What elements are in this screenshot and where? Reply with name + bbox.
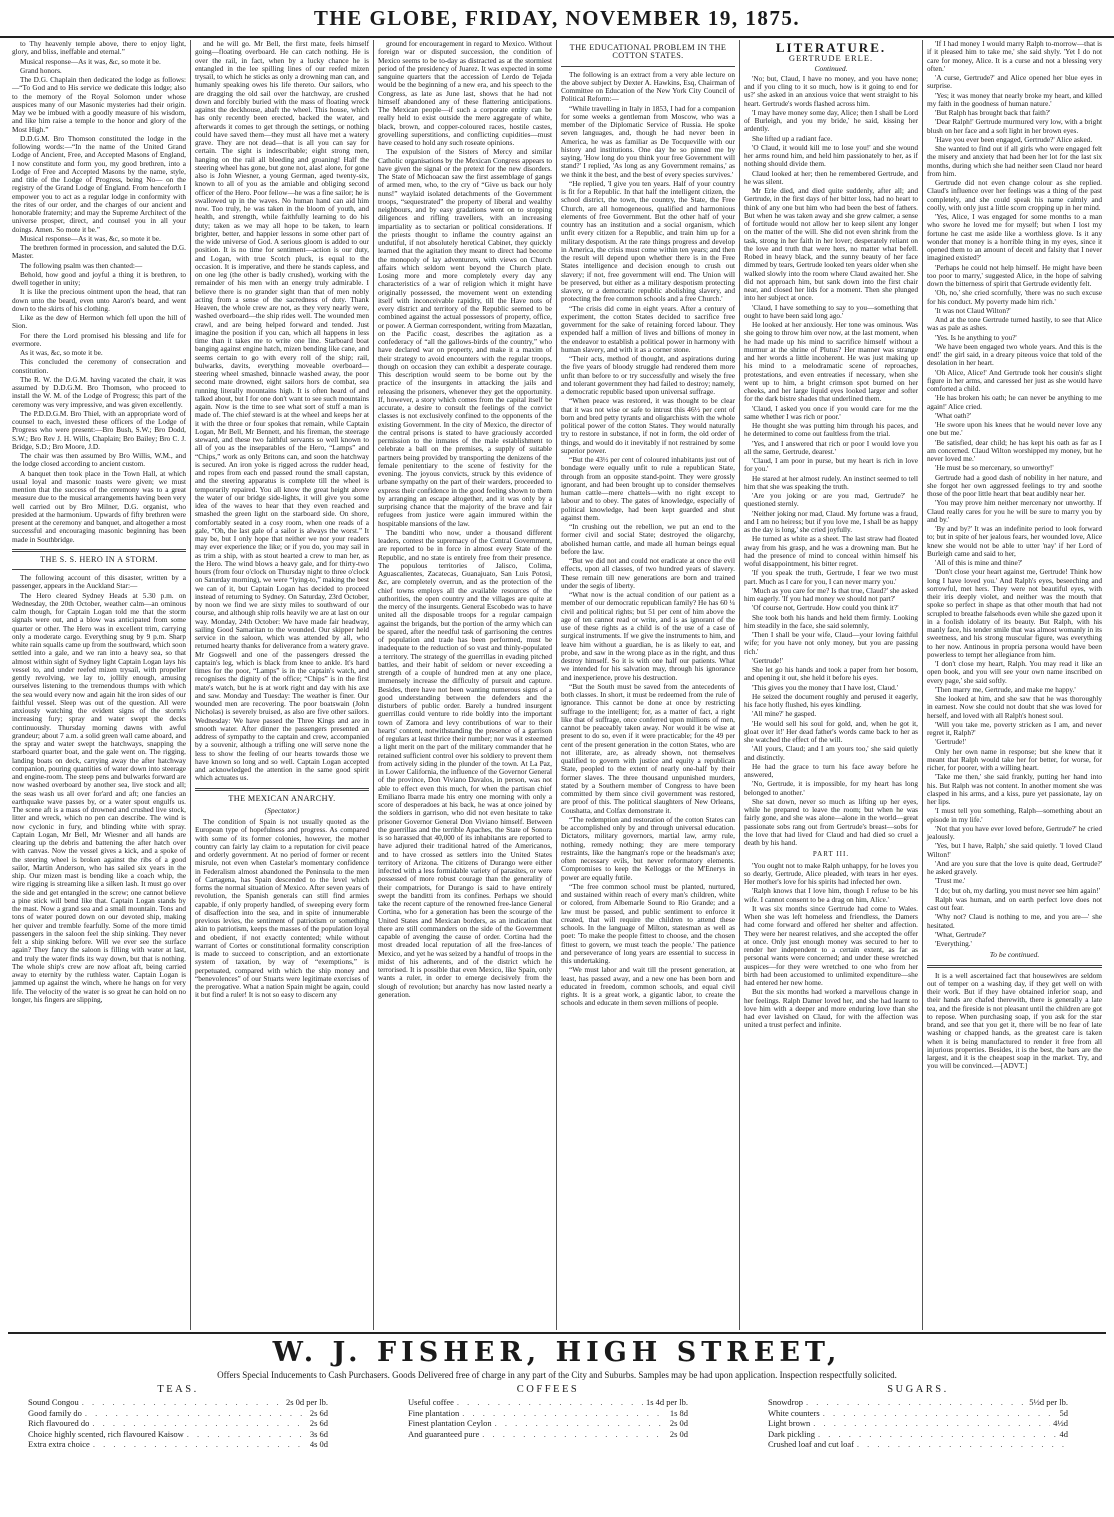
- leader-dots: [818, 1429, 1057, 1440]
- paragraph: The expulsion of the Sisters of Mercy and similar Catholic organisations by the Mexican Congress appears to have given the signal or the pretext for the new disorders. The State of Michoacan saw the first assemblage of gangs of armed men, who, to the cry of “Give us back our holy nuns!” waylaid isolated detachments of the Government troops, “sequestrated” the property of liberal and wealthy neighbours, and by easy gradations went on to stopping diligences and rifling travellers, with an increasing impartiality as to sectarian or political considerations. If the priests thought to inflame the country against an undutiful, if not absolutely heretical Cabinet, they quickly learned that the agitation they meant to direct had become the monopoly of lay adventurers, with views on Church affairs which seldom went beyond the Church plate. Losing more and more completely every day any characteristics of a war of religion which it might have originally possessed, the movement went on extending itself with inconceivable rapidity, till the Have nots of every district and territory of the Republic seemed to be combined against the actual possessors of property, office, or power. A German correspondent, writing from Mazatlan, on the Pacific coast, describes the agitation as a confederacy of “all the gallows-birds of the country,” who have declared war on property, and make it a maxim of their strategy to avoid encounters with the regular troops, though on occasion they can exhibit a desperate courage. This description would seem to be borne out by the practice of the insurgents in attacking the jails and releasing the prisoners, whenever they get the opportunity. If, however, a story which comes from the capital itself be accurate, a desire to consult the feelings of the convict classes is not exclusively confined to the opponents of the existing Government. In the city of Mexico, the director of the central prisons is stated to have graciously accorded permission to the inmates of the male establishment to celebrate a ball on the premises, a supply of suitable partners being provided by transporting the denizens of the female penitentiary to the scene of festivity for the evening. The joyous convicts, struck by this evidence of urbane sympathy on the part of their warders, proceeded to express their confidence in the good feeling shown to them by arranging an escape altogether, and it was only by a surprising chance that the majority of the brave and fair refugees from justice were again immured within the hospitable mansions of the law.: [378, 147, 552, 528]
- paragraph: 'Then I shall be your wife, Claud—your loving faithful wife; for you have not only money, but you are passing rich.': [744, 630, 918, 656]
- paragraph: 'I don't close my heart, Ralph. You may read it like an open book, and you will see your own name inscribed on every page,' she said softly.: [927, 659, 1102, 685]
- price-row: [28, 1439, 328, 1450]
- item-name: Choice highly scented, rich flavoured Kaisow: [28, 1428, 184, 1439]
- mexican-anarchy-heading: THE MEXICAN ANARCHY.: [228, 793, 336, 803]
- paragraph: The chair was then assumed by Bro Willis, W.M., and the lodge closed according to ancient custom.: [12, 451, 186, 469]
- advertiser-name: W. J. FISHER, HIGH STREET,: [272, 1337, 842, 1368]
- paragraph: 'Much as you care for me? Is that true, Claud?' she asked him eagerly. 'If you had money we should not part?': [744, 585, 918, 603]
- spectator-source: (Spectator.): [264, 805, 300, 815]
- paragraph: “We must labor and wait till the present generation, at least, has passed away, and a new one has been born and educated in freedom, common schools, and equal civil rights. It is a great work, a gigantic labor, to create the schools and educate in them seven millions of people.: [561, 965, 735, 1008]
- item-price: 4s 0d: [309, 1439, 328, 1449]
- item-price: 4d: [1059, 1428, 1068, 1439]
- item-name: Useful coffee: [408, 1397, 454, 1407]
- price-row: [28, 1418, 328, 1429]
- section-divider: [12, 549, 186, 552]
- paragraph: She let go his hands and took a paper from her bosom, and opening it out, she held it before his eyes.: [744, 665, 918, 683]
- paragraph: The brethren formed in procession, and saluted the D.G. Master.: [12, 243, 186, 261]
- paragraph: For there the Lord promised his blessing and life for evermore.: [12, 330, 186, 348]
- paragraph: He seized the document roughly and perused it eagerly, his face hotly flushed, his eyes kindling.: [744, 691, 918, 709]
- paragraph: Mr Erle died, and died quite suddenly, after all; and Gertrude, in the first days of her bitter loss, had no heart to think of any one but him who had been the best of fathers. But when he was taken away and she grew calmer, a sense of fortitude would not allow her to keep silent any longer on the matter of the will. She did not even shrink from the task, strong in her faith in her lover; desperately reliant on the love and truth that were hers, no matter what befell. Robed in heavy black, and the sunny beauty of her face dimmed by tears, Gertrude looked ten years older when she walked slowly into the room where Claud awaited her. She did not approach him, but sank down into the first chair near, and closed her lids for a moment. Then she plunged into her subject at once.: [744, 186, 918, 303]
- leader-dots: [813, 1418, 1050, 1429]
- leader-dots: [92, 1418, 306, 1429]
- paragraph: 'I must tell you something, Ralph—something about an episode in my life.': [927, 806, 1102, 824]
- item-name: Finest plantation Ceylon: [408, 1418, 492, 1428]
- paragraph: 'This gives you the money that I have lost, Claud.': [752, 682, 898, 692]
- paragraph: 'No, Gertrude, it is impossible, for my heart has long belonged to another.': [744, 779, 918, 797]
- leader-dots: [482, 1429, 667, 1440]
- paragraph: 'Yes. Is he anything to you?': [935, 332, 1017, 342]
- paragraph: A banquet then took place in the Town Hall, at which usual loyal and masonic toasts were given; we must mention that the success of the ceremony was to a great measure due to the musical arrangements having been very well carried out by Bro Milner, D.G. organist, who presided at the harmonium. Upwards of fifty brethren were present at the ceremony and banquet, and altogether a most successful and encouraging masonic beginning has been made in Southbridge.: [12, 468, 186, 544]
- paragraph: 'It was not Claud Wilton?': [935, 305, 1011, 315]
- paragraph: 'Yes, but I have, Ralph,' she said quietly. 'I loved Claud Wilton!': [927, 841, 1102, 859]
- section-divider: [927, 965, 1102, 968]
- paragraph: 'You ought not to make Ralph unhappy, for he loves you so dearly, Gertrude, Alice pleaded, with tears in her eyes. Her mother's love for his spirits had infected her own.: [744, 860, 918, 886]
- paragraph: 'Take me then,' she said frankly, putting her hand into his. But Ralph was not content. In another moment she was clasped in his arms, and a kiss, pure yet passionate, lay on her lips.: [927, 772, 1102, 806]
- paragraph: “The crisis did come in eight years. After a century of experiment, the cotton States decided to sacrifice free government for the sake of retaining forced labour. They expended half a million of lives and billions of money in the endeavor to establish a political power in harmony with human slavery, and with it as a corner stone.: [561, 303, 735, 354]
- paragraph: The following is an extract from a very able lecture on the above subject by Dexter A. Hawkins, Esq, Chairman of Committee on Education of the New York City Council of Political Reform:—: [561, 69, 735, 104]
- paragraph: 'Then marry me, Gertrude, and make me happy.': [935, 684, 1076, 694]
- paragraph: 'All mine?' he gasped.: [752, 709, 817, 719]
- price-row: [408, 1397, 688, 1408]
- item-name: Dark pickling: [768, 1428, 815, 1439]
- paragraph: “The redemption and restoration of the cotton States can be accomplished only by and through universal education. Dictators, military governors, martial law, army rule, nothing, remedy nothing; they are mere temporary restraints, like the hangman's rope or the headsman's axe; often necessary evils, but never reformatory elements. Compromises to keep the Kelloggs or the M'Enerys in power are equally futile.: [561, 814, 735, 882]
- price-lists: [8, 1384, 1106, 1504]
- leader-dots: [85, 1408, 307, 1419]
- price-row: [28, 1408, 328, 1419]
- paragraph: 'Yes, and I answered that rich or poor I would love you all the same, Gertrude, dearest.': [744, 438, 918, 456]
- soap-advert: It is a well ascertained fact that housewives are seldom out of temper on a washing day, if they get well on with their work. But if they have obtained inferior soap, and their hands are chafed therewith, there is generally a late tea, and the fireside is not pleasant until the children are got to repose. When purchasing soap, if you ask for the star brand, and see that you get it, there will be no fear of late washing or chapped hands, as the greatest care is taken when it is being manufactured to render it free from all injurious properties. Besides, it is the best, the bars are the largest, and it is the cheapest soap in the market. Try, and you will be convinced.—[ADVT.]: [927, 970, 1102, 1071]
- paragraph: “While travelling in Italy in 1853, I had for a companion for some weeks a gentleman from Moscow, who was a member of the Diplomatic Service of Russia. He spoke seven languages, and, though he had never been in America, he was as familiar as De Tocqueville with our history and institutions. One day he so pinned me by saying, 'How long do you think your free Government will stand?' I replied, 'As long as any Government remains,' as we think it the best, and the best of every species survives.': [561, 103, 735, 179]
- paragraph: 'Don't close your heart against me, Gertrude! Think how long I have loved you.' And Ralph's eyes, beseeching and sorrowful, met hers. They were not beautiful eyes, with their iris deeply violet, and neither was the mouth that spoke so perfect in shape as that other mouth that had not scrupled to breathe falsehoods even while she gazed upon it in a foolish idolatry of its beauty. But Ralph, with his manly face, his tender smile that was almost womanly in its sweetness, and his strong muscular figure, was everything to her now. Antinous in propria persona would have been powerless to tempt her allegiance from him.: [927, 567, 1102, 659]
- item-price: 1s 4d per lb.: [645, 1397, 688, 1407]
- section-divider: [195, 788, 369, 791]
- item-price: 2s 0d: [669, 1418, 688, 1428]
- educational-problem-article: [561, 71, 735, 1008]
- item-name: Crushed loaf and cut loaf: [768, 1439, 854, 1449]
- masonic-article: [12, 40, 186, 544]
- item-price: 3s 6d: [309, 1428, 328, 1439]
- leader-dots: [857, 1439, 1065, 1450]
- paragraph: Musical response—As it was, &c, so mote it be.: [20, 56, 161, 66]
- item-name: Fine plantation: [408, 1407, 460, 1418]
- paragraph: The condition of Spain is not usually quoted as the European type of hopefulness and progress. As compared with some of its former colonies, however, the mother country can fairly lay claim to a reputation for civil peace and orderly government. At no period of former or recent misrule, not even when Castelar's momentary confidence in Federalism almost abandoned the Peninsula to the men of Cartagena, has Spain descended to the level which forms the normal situation of Mexico. After seven years of revolution, the Spanish generals can still find armies capable, if only properly handled, of sweeping every form of disaffection into the sea, and in spite of innumerable previous levies, the sentiment of patriotism or something akin to patriotism, keeps the masses of the population loyal and obedient, if not exactly contented; while without warrant of Cortes or constitutional formality conscription is made to succeed to conscription, and an extortionate system of taxation, by way of “exemptions,” is perpetuated, compared with which the ship money and “benevolences” of our Stuarts were legitimate exercises of the prerogative. What a nation Spain might be again, could it but find a ruler! It is not so easy to discern any: [195, 817, 369, 1000]
- item-name: Rich flavoured do: [28, 1418, 90, 1428]
- item-name: Sound Congou: [28, 1397, 79, 1407]
- gertrude-erle-continued: [927, 40, 1102, 948]
- paragraph: Behold, how good and joyful a thing it is brethren, to dwell together in unity;: [12, 269, 186, 287]
- price-row: [28, 1397, 328, 1408]
- item-price: 4½d: [1053, 1418, 1068, 1428]
- price-row: [768, 1418, 1068, 1429]
- paragraph: 'Yes, Alice, I was engaged for some months to a man who swore he loved me for myself; but when I lost my fortune he cast me aside like a worthless glove. Is it any wonder that money is a horrible thing in my eyes, since it opened them to an amount of deceit and falsity that I never imagined existed?': [927, 212, 1102, 263]
- price-row: [408, 1429, 688, 1440]
- item-name: And guaranteed pure: [408, 1428, 480, 1439]
- paragraph: 'You may prove him neither mercenary nor unworthy. If Claud really cares for you he will be sure to marry you by and by.': [927, 498, 1102, 524]
- paragraph: 'Why not? Claud is nothing to me, and you are—' she hesitated.: [927, 912, 1102, 930]
- item-name: Snowdrop: [768, 1397, 803, 1407]
- leader-dots: [457, 1397, 643, 1408]
- price-row: [768, 1429, 1068, 1440]
- paragraph: He had the grace to turn his face away before he answered,: [744, 761, 918, 779]
- paragraph: 'Claud, I asked you once if you would care for me the same whether I was rich or poor.': [744, 403, 918, 421]
- item-name: Light brown: [768, 1418, 811, 1428]
- teas-section: [28, 1384, 328, 1450]
- educational-problem-heading: THE EDUCATIONAL PROBLEM IN THE COTTON STATES.: [569, 43, 727, 61]
- item-name: Good family do: [28, 1407, 82, 1418]
- paragraph: It is like the precious ointment upon the head, that ran down unto the beard, even unto Aaron's beard, and went down to the skirts of his clothing.: [12, 287, 186, 313]
- paragraph: The P.D.D.G.M. Bro Thiel, with an appropriate word of counsel to each, invested these officers of the Lodge of Progress who were present:—Bro Bush, S.W.; Bro Dodd, S.W.; Bro Rev J. H. Wills, Chaplain; Bro Bailey; Bro C. J. Bridge, S.D.; Bro Moore, J.D.: [12, 408, 186, 451]
- paragraph: 'Yes; it was money that nearly broke my heart, and killed my faith in the goodness of human nature.': [927, 90, 1102, 108]
- heading-rule: [12, 569, 186, 570]
- paragraph: 'All yours, Claud; and I am yours too,' she said quietly and distinctly.: [744, 744, 918, 762]
- paragraph: The following psalm was then chanted:—: [20, 260, 143, 270]
- paragraph: 'Gertrude!': [752, 655, 783, 665]
- coffees-section: [408, 1384, 688, 1439]
- column-6: [923, 40, 1106, 1330]
- paragraph: 'If you speak the truth, Gertrude, I fear we two must part. Much as I care for you, I can never marry you.': [744, 568, 918, 586]
- to-be-continued: To be continued.: [989, 950, 1040, 960]
- paragraph: 'I do; but oh, my darling, you must never see him again!': [935, 885, 1100, 895]
- paragraph: Claud looked at her; then he remembered Gertrude, and he was silent.: [744, 168, 918, 186]
- paragraph: 'Oh Alice, Alice!' And Gertrude took her cousin's slight figure in her arms, and caressed her just as she would have comforted a child.: [927, 367, 1102, 393]
- paragraph: to Thy heavenly temple above, there to enjoy light, glory, and bliss, ineffable and eternal.”: [12, 40, 186, 57]
- paragraph: This concluded the ceremony of consecration and constitution.: [12, 357, 186, 375]
- paragraph: “In crushing out the rebellion, we put an end to the former civil and social State; destroyed the oligarchy, abolished human cattle, and made all human beings equal before the law.: [561, 522, 735, 556]
- paragraph: 'Not that you have ever loved before, Gertrude?' he cried jealously.: [927, 823, 1102, 841]
- paragraph: She wanted to find out if all girls who were engaged felt the misery and anxiety that had been her lot for the last six months, during which she had neither seen Claud nor heard from him.: [927, 144, 1102, 178]
- coffees-title: COFFEES: [516, 1384, 580, 1395]
- paragraph: The banditti who now, under a thousand different leaders, contest the supremacy of the Central Government, are reported to be in force in almost every State of the Republic, and no state is entirely free from their presence. The populous territories of Jalisco, Colima, Aguascalientes, Zacatecas, Guanajuato, San Luis Potosi, &c, are completely overrun, and as the protection of the chief towns employs all the available resources of the authorities, the open country and the villages are quite at the mercy of the insurgents. General Escobedo was to have united all the disposable troops for a regular campaign against the brigands, but the portion of the army which can be spared, after the needful task of garrisoning the centres of population and trade has been performed, must be inadequate to the reduction of so vast and thinly-populated a territory. The strategy of the guerrillas in evading pitched battles, and their habit of seldom or never exceeding a strength of a couple of hundred men at any one place, immensely increase the difficulty of pursuit and capture. Besides, there have not been wanting numerous signs of a good understanding between the defenders and the disturbers of public order. Barely a hundred insurgent guerrillas could venture to ride boldly into the important town of Zamora and levy contributions of war to their hearts' content, notwithstanding the presence of a garrison of regulars at least thrice their number; nor was it esteemed a light merit on the part of the military commander that he retained sufficient control over his soldiery to prevent them from actively siding in the plunder of the town. At La Paz, in Lower California, the influence of the Governor General of the province, Don Viviano Davalos, in person, was not able to effect even this much, for when the partisan chief Emiliano Ibarra made his entry one morning with only a score of desperadoes at his back, he was at once joined by the soldiers in garrison, who did not even hesitate to take prisoner Governor General Don Viviano himself. Between the guerrillas and the terrible Apaches, the State of Sonora is so harassed that 40,000 of its inhabitants are reported to have adjured their traditional hatred of the Americanos, and to have crossed as settlers into the United States territory of Arizona. The citizens of Durango were either infected with a less formidable variety of parasites, or were possessed of more robust courage than the generality of their compatriots, for Durango is said to have entirely swept the banditti from its confines. Perhaps we should take the recent capture of the renowned free-lance General Cortina, who for a generation has been the scourge of the United States and Mexican borders, as an indication that there are still commanders on the side of the Government capable of avenging the cause of order. Cortina had the most dreaded local reputation of all the free-lances of Mexico, and yet he was seized by a handful of troops in the midst of his adherents, and of the district which he terrorised. It is possible that even Mexico, like Spain, only wants a ruler, in order to emerge decisively from the slough of revolution; but anarchy has now lasted nearly a generation.: [378, 527, 552, 999]
- teas-title: TEAS.: [157, 1384, 199, 1395]
- story-title: GERTRUDE ERLE.: [788, 53, 874, 64]
- paragraph: Gertrude had a good dash of nobility in her nature, and she forgot her own aggressed feelings to try and soothe those of the poor little heart that beat audibly near her.: [927, 472, 1102, 498]
- paragraph: He thought she was putting him through his paces, and he determined to come out faultless from the trial.: [744, 421, 918, 439]
- price-row: [768, 1408, 1068, 1419]
- paragraph: The following account of this disaster, written by a passenger, appears in the Auckland Star:—: [12, 573, 186, 591]
- newspaper-title: THE GLOBE, FRIDAY, NOVEMBER 19, 1875.: [313, 6, 801, 30]
- paragraph: 'And are you sure that the love is quite dead, Gertrude?' he asked gravely.: [927, 858, 1102, 876]
- part-heading: PART III.: [812, 850, 850, 859]
- continued-label: Continued.: [814, 63, 848, 73]
- leader-dots: [823, 1408, 1057, 1419]
- paragraph: 'O Claud, it would kill me to lose you!' and she wound her arms round him, and held him passionately to her, as if nothing should divide them.: [744, 142, 918, 169]
- paragraph: 'Have you ever been engaged, Gertrude?' Alice asked.: [935, 134, 1093, 144]
- paragraph: 'Claud, I am poor in purse, but my heart is rich in love for you.': [744, 456, 918, 474]
- paragraph: The Hero cleared Sydney Heads at 5.30 p.m. on Wednesday, the 20th October, weather calm—an ominous calm though, for Captain Logan told me that the storm signals were out, and a blow was anticipated from some quarter or other. The Hero was in excellent trim, carrying only a moderate cargo. Everything snug by 9 p.m. Sharp white rain squalls came up from the southward, which soon settled into a gale, and we ran into a heavy sea, so that almost within sight of Sydney light Captain Logan lays his vessel to, and under reefed mizen trysail, with propeller gently revolving, we lay to, jollily enough, amusing ourselves listening to the tremendous thumps with which the sea would every now and again hit the iron sides of our faithful vessel. Sleep was out of the question. All were anxiously watching the evident signs of the storm's increasing fury; spray and water swept the decks continuously. Thursday morning dawns with awful grandeur; about 7 a.m. a solid green wall came aboard, and the spray and water swept the hatchways, snapping the starboard quarter boat, and the gale went on. The rigging, landing boats on deck, carrying away the after hatchway companion, pouring quantities of water down into steerage and engine-room. The steep pens and bulwarks forward are now washed overboard by another sea, live stock and all; the seas wash us all over for'ard and aft; one fancies an earthquake wave passes by, or a water spout engulfs us. The scene aft is a mass of drowned and crushed live stock, litter and wreck, which no pen can describe. The wind is now cyclonic in fury, and blinding white with spray. Captain Logan, Mr Bell, Mr Wiesner and all hands are clearing up the debris and battening the after hatch over with canvas. Now the vessel gives a kick, and a spoke of the steering wheel is broken against the ribs of a good sailor, Martin Anderson, who has sailed six years in the ship. Our mizen mast is bending like a coach whip, the wire rigging is streaming like a silken lash. It must go over the side and get entangled in the screw; one cannot believe a pine stick will bend like that. Captain Logan stands by the mast. Now a grand sea and a small mountain. Tons and tons of water poured down on our devoted ship, making her quiver and tremble fearfully. Some of the more timid passengers in the saloon feel the ship sinking. They never felt a ship sinking before. Will we ever see the surface again? They fancy the saloon is filling with water at last, and truly the water finds its way down, but that is nothing. The whole ship's crew are now afloat aft, being carried away to eternity by the ruthless water. Captain Logan is jammed up against the winch, where he hangs on for very life. The velocity of the water is so great he can hold on no longer, his fingers are slipping,: [12, 590, 186, 1004]
- paragraph: “He replied, 'I give you ten years. Half of your country is fit for a Republic. In that half the intelligent citizen, the school district, the town, the country, the State, the Free Church, are all homogeneous, qualified and harmonious elements of free Government. But the other half of your country has an institution and a social organism, which unfit every citizen for a Republic, and train him up for a military despotism. At the rate things progress and develop in America, the crisis must come within ten years; and then the result will depend upon whether there is in the Free States intelligence and decision enough to crush out slavery; if not, free government will end. The Union will be preserved, but either as a military despotism protecting slavery, or a democratic republic abolishing slavery, and protecting the free common schools and a free Church.': [561, 178, 735, 304]
- paragraph: Grand honors.: [20, 65, 62, 75]
- paragraph: The R. W. the D.G.M. having vacated the chair, it was assumed by D.D.G.M. Bro Thomson, who proceed to install the W. M. of the Lodge of Progress; this part of the ceremony was very impressive, and was given excellently.: [12, 374, 186, 409]
- price-row: [408, 1408, 688, 1419]
- paragraph: ground for encouragement in regard to Mexico. Without foreign war or disputed succession, the condition of Mexico seems to be to-day as distracted as at the stormiest period of the presidency of Juarez. It was expected in some sanguine quarters that the accession of Lerdo de Tejada would be the beginning of a new era, and his speech to the Congress, as late as June last, shows that he had not himself abandoned any of these flattering anticipations. The Mexican people—if such a corporate entity can be really held to exist outside the mere aggregate of white, black, brown, and copper-coloured races, hostile castes, grovelling superstitions, and conflicting cupidities—must have ceased to hold any such roseate opinions.: [378, 40, 552, 147]
- paragraph: 'Of course not, Gertrude. How could you think it?': [752, 603, 899, 613]
- paragraph: 'He has broken his oath; he can never be anything to me again!' Alice cried.: [927, 393, 1102, 411]
- paragraph: 'Ralph knows that I love him, though I refuse to be his wife. I cannot consent to be a drag on him, Alice.': [744, 886, 918, 904]
- hero-storm-article: [12, 574, 186, 1004]
- heading-rule: [561, 66, 735, 67]
- column-4: [557, 40, 740, 1330]
- leader-dots: [187, 1429, 307, 1440]
- paragraph: He stared at her almost rudely. An instinct seemed to tell him that she was speaking the truth.: [744, 473, 918, 491]
- hero-storm-heading: THE S. S. HERO IN A STORM.: [40, 554, 158, 564]
- paragraph: 'We have been engaged two whole years. And this is the end!' the girl said, in a dreary piteous voice that told of the desolation in her heart.: [927, 341, 1102, 368]
- literature-heading: LITERATURE.: [775, 40, 887, 55]
- paragraph: 'Gertrude!': [935, 737, 966, 747]
- paragraph: 'No; but, Claud, I have no money, and you have none; and if you cling to it so much, how is it going to end for us?' she asked in an anxious voice that went straight to his heart. Gertrude's words flashed across him.: [744, 73, 918, 108]
- column-1: [8, 40, 191, 1330]
- paragraph: She looked at him, and she saw that he was thoroughly in earnest. Now she could not doubt that she was loved for herself, and loved with all Ralph's honest soul.: [927, 694, 1102, 720]
- price-row: [768, 1397, 1068, 1408]
- masthead: [0, 0, 1114, 40]
- item-name: White counters: [768, 1407, 820, 1418]
- paragraph: 'Perhaps he could not help himself. He might have been too poor to marry,' suggested Alice, in the hope of salving down the bitterness of spirit that Gertrude evidently felt.: [927, 262, 1102, 288]
- paragraph: 'A curse, Gertrude?' and Alice opened her blue eyes in surprise.: [927, 73, 1102, 91]
- paragraph: 'What, Gertrude?': [935, 929, 987, 939]
- mexican-anarchy-article: [195, 818, 369, 1000]
- item-price: 5½d per lb.: [1029, 1397, 1068, 1407]
- leader-dots: [82, 1397, 283, 1408]
- leader-dots: [462, 1408, 667, 1419]
- gertrude-erle-story: [744, 75, 918, 848]
- hero-storm-continued: [195, 40, 369, 783]
- paragraph: Like as the dew of Hermon which fell upon the hill of Sion.: [12, 313, 186, 331]
- paragraph: Ralph was human, and on earth perfect love does not cast out fear.: [927, 894, 1102, 912]
- item-price: 2s 6d: [309, 1407, 328, 1418]
- paragraph: “When peace was restored, it was thought to be clear that it was not wise or safe to intrust this 46½ per cent of born and bred petty tyrants and oligarchists with the whole political power of the cotton States. They would naturally try to restore in substance, if not in form, the old order of things, and would do it inevitably if not restrained by some superior power.: [561, 396, 735, 455]
- paragraph: “The free common school must be planted, nurtured, and sustained within reach of every man's children, white or colored, from Albemarle Sound to Rio Grande; and a law must be passed, and public sentiment to enforce it created, that will require the children to attend these schools. In the language of Milton, statesman as well as poet: 'To make the people fittest to choose, and the chosen fittest to govern, we must teach the people.' The patience and perseverance of long years are essential to success in this undertaking.: [561, 881, 735, 965]
- paragraph: 'He must be so mercenary, so unworthy!': [935, 463, 1054, 473]
- price-row: [408, 1418, 688, 1429]
- paragraph: 'What oath?': [935, 410, 972, 420]
- paragraph: He turned as white as a sheet. The last straw had floated away from his grasp, and he was a drowning man. But he had the presence of mind to conceal within himself his woful disappointment, his bitter regret.: [744, 534, 918, 568]
- mexican-anarchy-continued: [378, 40, 552, 999]
- paragraph: He looked at her anxiously. Her tone was ominous. Was she going to throw him over now, at the last moment, when he had made up his mind to sacrifice himself without a murmur at the shrine of Plutus? Her manner was strange and her words a little incoherent. He was just making up his mind to a melodramatic scene of reproaches, protestations, and even entreaties if necessary, when she went up to him, a bright crimson spot burned on her cheeks, and her large liquid eyes looked larger and softer for the dark bistre shades that underlined them.: [744, 320, 918, 404]
- fisher-advertisement: [8, 1332, 1106, 1512]
- paragraph: As it was, &c, so mote it be.: [20, 348, 103, 357]
- paragraph: 'Be satisfied, dear child; he has kept his oath as far as I am concerned. Claud Wilton worshipped my money, but he never loved me.': [927, 437, 1102, 463]
- paragraph: “But the 43½ per cent of coloured inhabitants just out of bondage were equally unfit to rule a republican State, through from an opposite stand-point. They were grossly ignorant, and had been brought up to consider themselves human cattle—mere chattels—with no right except to labour and to obey. The gates of knowledge, especially of political knowledge, had been kept guarded and shut against them.: [561, 455, 735, 522]
- paragraph: 'Are you joking or are you mad, Gertrude?' he questioned sternly.: [744, 491, 918, 509]
- paragraph: 'He swore upon his knees that he would never love any one but me.': [927, 420, 1102, 438]
- masthead-rule: [0, 36, 1114, 38]
- paragraph: 'Dear Ralph!' Gertrude murmured very low, with a bright blush on her face and a soft light in her brown eyes.: [927, 117, 1102, 135]
- paragraph: Only her own name in response; but she knew that it meant that Ralph would take her for better, for worse, for richer, for poorer, with a willing heart.: [927, 746, 1102, 772]
- paragraph: 'Oh, no,' she cried scornfully, 'there was no such excuse for his conduct. My poverty made him rich.': [927, 288, 1102, 306]
- item-price: 2s 6d: [309, 1418, 328, 1428]
- paragraph: And at the tone Gertrude turned hastily, to see that Alice was as pale as ashes.: [927, 315, 1102, 333]
- leader-dots: [93, 1439, 307, 1450]
- item-price: 2s 0d per lb.: [285, 1397, 328, 1407]
- paragraph: “Their acts, method of thought, and aspirations during the five years of bloody struggle had rendered them more unfit than before to or try successfully and wisely the free and tolerant government they had failed to destroy; namely, a democratic republic based upon universal suffrage.: [561, 354, 735, 396]
- paragraph: “But we did not and could not eradicate at once the evil effects, upon all classes, of two hundred years of slavery. These remain till new generations are born and trained under the segis of liberty.: [561, 556, 735, 590]
- sugars-section: [768, 1384, 1068, 1450]
- paragraph: She took both his hands and held them firmly. Looking him steadily in the face, she said solemnly,: [744, 612, 918, 630]
- item-price: 5d: [1059, 1407, 1068, 1418]
- sugars-title: SUGARS.: [887, 1384, 949, 1395]
- paragraph: Musical response—As it was, &c, so mote it be.: [20, 233, 161, 243]
- paragraph: Gertrude did not even change colour as she replied. Claud's influence over her feelings was a thing of the past completely, and she could speak his name calmly and coolly, with only just a little scorn cropping up in her mind.: [927, 178, 1102, 212]
- item-name: Extra extra choice: [28, 1439, 90, 1449]
- paragraph: “But the South must be saved from the antecedents of both classes. In short, it must be redeemed from the rule of ignorance. This cannot be done at once by restricting suffrage to the intelligent; for, as a matter of fact, a right like that of suffrage, once conferred upon millions of men, cannot be peaceably taken away. Nor would it be wise at present to do so, even if it were practicable; for the 49 per cent of the present generation in the cotton States, who are not illiterate, are, as already shown, not themselves qualified to govern with justice and equity a republican State, peopled to the extent of nearly one-half by their former slaves. The three thousand unpunished murders, stated by a Southern member of Congress to have been committed by them since civil government was restored, are proof of this. The political slaughters of New Orleans, Coushatta, and Colfax demonstrate it.: [561, 681, 735, 815]
- paragraph: 'Claud, I have something to say to you—something that ought to have been said long ago.': [744, 302, 918, 320]
- paragraph: 'Will you take me, poverty stricken as I am, and never regret it, Ralph?': [927, 719, 1102, 737]
- paragraph: and he will go. Mr Bell, the first mate, feels himself going—floating overboard. He can catch nothing. He is over the rail, in fact, when by a lucky chance he is entangled in the lee spilling lines of our reefed mizen trysail, to which he sticks as only a drowning man can, and humanly speaking owes his life thereto. Our sailors, who are dragging the old sail over the hatchway, are crushed down and forcibly buried with the mass of floating wreck against the deckhouse, abaft the wheel. This house, which has only recently been erected, backed the water, and afterwards it comes to get through the settings, or nothing could have saved them—they must all have met a watery grave. They are not dead—that is all you can say for certain. The sight is indescribable; eight strong men, hanging on the rail all bleeding and groaning! Half the steering wheel has gone, but gone not, alas! alone, for gone also is John Wiesner, a young German, aged twenty-six, known to all of you as the amiable and obliging second officer of the Hero. Poor fellow—he was a fine sailor; he is swallowed up in the waves. No human hand can aid him now. Too truly, he was taken in the bloom of youth, and health, and strength, while faithfully learning to do his duty; taken as we may all hope to be taken, to learn brighter, better, and happier lessons in some other part of the wide universe of God. A serious gloom is added to our position. It is no time for sentiment—action is our duty, and Logan, with true Scotch pluck, is equal to the occasion. It is imperative, and there he stands capless, and on one leg (the other is badly crushed), working with the remainder of his men with an energy truly admirable. I believe there is no grander sight than that of men nobly acting from a sense of the sacredness of duty. Thank Heaven, the whole crew are not, as they very nearly were, washed overboard—the ship rides well. The wounded men crawl, and are being helped forward and tended. Just imagine the position if you can, which all happens in less time than it takes me to write one line. Starboard boat banging against engine hatch, mizen bending like cane, and seems certain to go with every roll of the ship; rail, bulwarks, davits, everything moveable overboard—steering wheel smashed, binnacle washed away, the poor second mate drowned, eight sailors hors de combat, sea running literally mountains high. It is often heard of and talked about, but I for one don't want to see such mountains again. Now is the time to see what sort of stuff a man is made of. The chief steward is at the wheel and keeps her at it with the three or four spokes that remain, while Captain Logan, Mr Bell, Mr Bennett, and his fireman, the steerage steward, and these two faithful servants so well known to all of you as the inseparables of the Hero, “Lamps” and “Chips,” work as only Britons can, and soon the hatchway is secured. An iron yoke is rigged across the rudder head, and ropes from each end passed round the small capstan, and the steering apparatus is complete till the wheel is temporarily repaired. You all know the great height above the water of our bridge side-lights, it will give you some idea of the waves to hear that they even reached and smashed the green light on the starboard side. On shore, comfortably seated in a cosy room, when one reads of a gale, “Oh, the last gale of a sailor is always the worst.” It may be, but I only hope that neither we nor your readers may ever experience the like; or if you do, you may sail in as trim a ship, with as stout hearted a crew to man her, as the Hero. The wind blows a heavy gale, and for thirty-two hours (from four o'clock on Thursday night to three o'clock on Saturday morning), we were “lying-to,” making the best we can of it, but Captain Logan has decided to proceed instead of returning to Sydney. On Saturday, 23rd October, by noon we find we are sixty miles to southward of our course, and although ship rolls heavily we are at last on our way. Monday, 24th October: We have made fair headway, sailing Good Samaritan to the wounded. Our skipper held service in the saloon, which was attended by all, who returned hearty thanks for deliverance from a watery grave. Mr Gogswell and one of the passengers dressed the captain's leg, which is black from knee to ankle. It's hard times for the poor, “Lamps” is in the captain's watch, and recognises the dignity of the office; “Chips” is in the first mate's watch, but he is at work right and day with his axe and saw. Monday and Tuesday: The weather is finer. Our wounded men are recovering. The poor boatswain (John Nicholas) is severely bruised, as also are five other sailors. Wednesday: We have passed the Three Kings and are in smooth water. After dinner the passengers presented an address of sympathy to the captain and crew, accompanied by a souvenir, although a trifling one will serve none the less to show the feeling of our hearts towards those we have known so long and so well. Captain Logan accepted and acknowledged the attention in the same good spirit which actuates us.: [195, 40, 369, 783]
- column-3: [374, 40, 557, 1330]
- paragraph: 'Neither joking nor mad, Claud. My fortune was a fraud, and I am no heiress; but if you love me, I shall be as happy as the day is long,' she cried joyfully.: [744, 508, 918, 534]
- paragraph: The D.G. Chaplain then dedicated the lodge as follows:—“To God and to His service we dedicate this lodge; also to the memory of the Royal Solomon under whose auspices many of our Masonic mysteries had their origin. May we be imbued with a goodly measure of his wisdom, and like him raise a temple to the honor and glory of the Most High.”: [12, 75, 186, 134]
- paragraph: 'If I had money I would marry Ralph to-morrow—that is if it pleased him to take me,' she said shyly. 'Yet I do not care for money, Alice. It is a curse and not a blessing very often.': [927, 40, 1102, 73]
- paragraph: “What now is the actual condition of our patient as a member of our democratic republican family? He has 60 ¼ civil and political rights; but 51 per cent of him above the age of ten cannot read or write, and is as ignorant of the use of these rights as a child is of the use of a case of surgical instruments. If we give the instruments to him, and leave him without a guardian, he is as likely to eat, and probe, and saw in the wrong place as in the right, and thus destroy himself. So it is with one half our patients. What we intended for his salvation may, through his ignorance and inexperience, prove his destruction.: [561, 590, 735, 682]
- paragraph: She sat down, never so much as lifting up her eyes, while he prepared to leave the room; but when he was fairly gone, and she was alone—alone in the world—great passionate sobs rang out from Gertrude's breast—sobs for the love that had lived for Claud and had died so cruel a death by his hand.: [744, 796, 918, 847]
- paragraph: 'I may have money some day, Alice; then I shall be Lord of Burleigh, and you my bride,' he said, kissing her ardently.: [744, 107, 918, 134]
- item-price: 1s 8d: [669, 1407, 688, 1418]
- price-row: [28, 1429, 328, 1440]
- paragraph: D.D.G.M. Bro Thomson constituted the lodge in the following words:—“In the name of the United Grand Lodge of Ancient, Free, and Accepted Masons of England, I now constitute and form you, my good brethren, into a Lodge of Free and Accepted Masons by the name, style, and title of the Lodge of Progress, being No— on the registry of the Grand Lodge of England. From henceforth I empower you to act as a regular lodge in conformity with the rites of our order, and the charges of our ancient and honorable fraternity; and may the Supreme Architect of the universe prosper, direct, and counsel you in all your doings. Amen. So mote it be.”: [12, 133, 186, 234]
- paragraph: 'Everything.': [935, 939, 972, 948]
- advert-subtitle: Offers Special Inducements to Cash Purchasers. Goods Delivered free of charge in any part of the City and Suburbs. Samples may be had upon application. Inspection respectfully solicited.: [217, 1370, 897, 1380]
- column-2: [191, 40, 374, 1330]
- leader-dots: [495, 1418, 667, 1429]
- leader-dots: [806, 1397, 1026, 1408]
- paragraph: But the six months had worked a marvellous change in her feelings. Ralph Damer loved her, and she had learnt to love him with a deeper and more enduring love than she had ever lavished on Claud, for with the affection was united a trust perfect and infinite.: [744, 987, 918, 1030]
- newspaper-columns: [8, 40, 1106, 1330]
- paragraph: She lifted up a radiant face.: [752, 133, 833, 143]
- item-price: 2s 0d: [669, 1428, 688, 1439]
- paragraph: 'But Ralph has brought back that faith?': [935, 108, 1051, 117]
- column-5: [740, 40, 923, 1330]
- paragraph: 'By and by?' It was an indefinite period to look forward to; but in spite of her jealous fears, her wounded love, Alice knew she would not be able to utter 'nay' if her Lord of Burleigh came and said to her,: [927, 524, 1102, 558]
- paragraph: 'All of this is mine and thine?': [935, 558, 1023, 567]
- paragraph: 'He would sell his soul for gold, and, when he got it, gloat over it!' Her dead father's words came back to her as she watched the effect of the will.: [744, 718, 918, 744]
- gertrude-erle-part-3: [744, 862, 918, 1030]
- price-row: [768, 1439, 1068, 1450]
- paragraph: 'Trust me.': [935, 876, 966, 886]
- paragraph: It was six months since Gertrude had come to Wales. When she was left homeless and friendless, the Damers had come forward and offered her shelter and affection. They were her nearest relatives, and she accepted the offer at once. Only just enough money was secured to her to render her independent to a certain extent, as far as personal wants were concerned; and under these wretched auspices—for they were wretched to one who from her birth had been accustomed to unlimited expenditure—she had entered her new home.: [744, 903, 918, 987]
